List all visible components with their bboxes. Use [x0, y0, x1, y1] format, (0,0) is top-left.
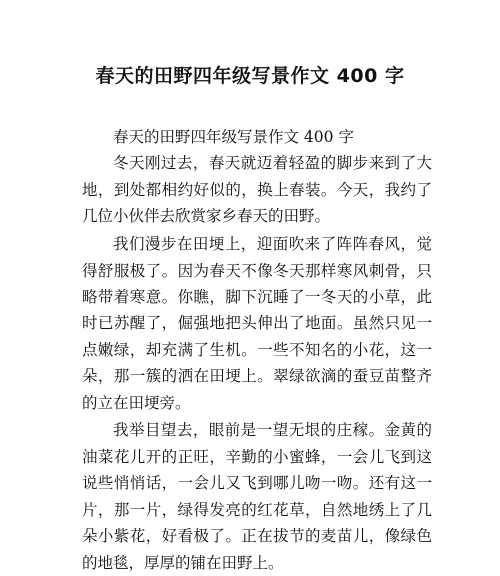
paragraph-field-walk: 我们漫步在田埂上，迎面吹来了阵阵春风，觉得舒服极了。因为春天不像冬天那样寒风刺骨，只略带着寒意。你瞧，脚下沉睡了一冬天的小草，此时已苏醒了，倔强地把头伸出了地面。虽然只见一点嫩绿，却充满了生机。一些不知名的小花，这一朵，那一簇的洒在田埂上。翠绿欲滴的蚕豆苗整齐的立在田埂旁。 [82, 235, 432, 412]
paragraph-crops: 我举目望去，眼前是一望无垠的庄稼。金黄的油菜花儿开的正旺，辛勤的小蜜蜂，一会儿飞到这说些悄悄话，一会儿又飞到哪儿吻一吻。还有这一片，那一片，绿得发亮的红花草，自然地绣上了几朵小紫花，好看极了。正在拔节的麦苗儿，像绿色的地毯，厚厚的铺在田野上。 [82, 421, 432, 572]
document-title: 春天的田野四年级写景作文 400 字 [95, 65, 405, 87]
paragraph-subtitle: 春天的田野四年级写景作文 400 字 [113, 128, 354, 146]
paragraph-intro: 冬天刚过去，春天就迈着轻盈的脚步来到了大地，到处都相约好似的，换上春装。今天，我约了几位小伙伴去欣赏家乡春天的田野。 [82, 154, 432, 226]
document-body [82, 124, 432, 576]
